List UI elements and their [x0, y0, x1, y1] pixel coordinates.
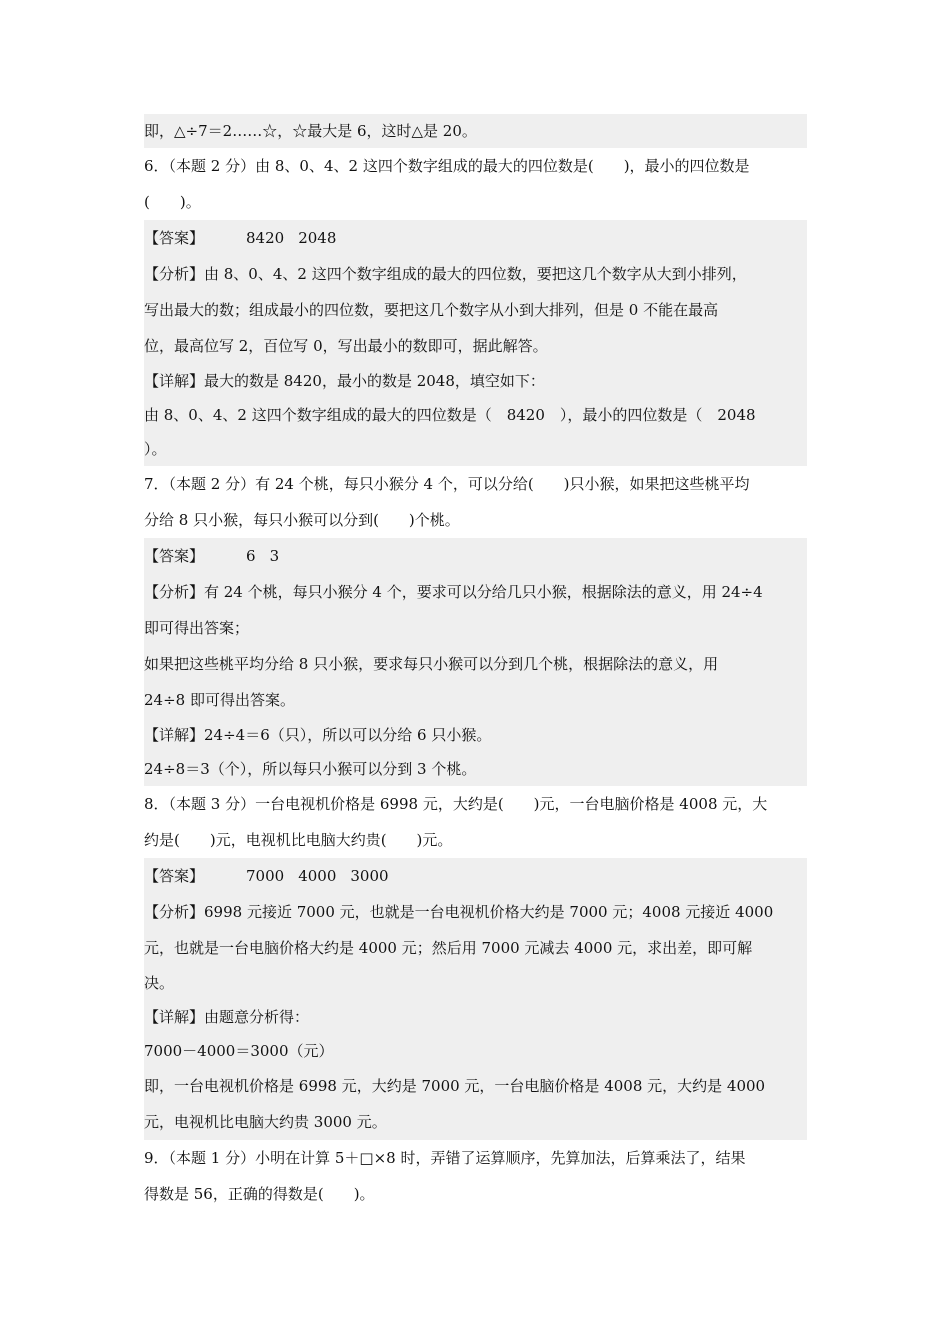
answer-value: 2048: [298, 229, 337, 247]
analysis-text: 位，最高位写 2，百位写 0，写出最小的数即可，据此解答。: [144, 337, 548, 355]
answer-value: 8420: [246, 229, 285, 247]
answer-value: 4000: [298, 867, 337, 885]
question-text: 8．（本题 3 分）一台电视机价格是 6998 元，大约是( )元，一台电脑价格是 4008 元，大: [144, 795, 768, 813]
answer-value: 7000: [246, 867, 285, 885]
answer-value: 3000: [350, 867, 389, 885]
analysis-text: 【分析】由 8、0、4、2 这四个数字组成的最大的四位数，要把这几个数字从大到小排列，: [144, 265, 747, 283]
question-8: [144, 786, 807, 1140]
answer-label: 【答案】: [144, 547, 205, 565]
question-text: 6．（本题 2 分）由 8、0、4、2 这四个数字组成的最大的四位数是( )，最小的四位数是: [144, 157, 750, 175]
solution-block: [144, 538, 807, 786]
answer-value: 3: [269, 547, 280, 565]
detail-text: 元，电视机比电脑大约贵 3000 元。: [144, 1113, 387, 1131]
detail-text: 即，一台电视机价格是 6998 元，大约是 7000 元，一台电脑价格是 4008 元，大约是 4000: [144, 1077, 766, 1095]
question-9: [144, 1140, 807, 1212]
question-text: 7．（本题 2 分）有 24 个桃，每只小猴分 4 个，可以分给( )只小猴，如果把这些桃平均: [144, 475, 750, 493]
answer-line: [144, 220, 807, 256]
detail-text: 【详解】最大的数是 8420，最小的数是 2048，填空如下：: [144, 372, 545, 390]
analysis-text: 如果把这些桃平均分给 8 只小猴，要求每只小猴可以分到几个桃，根据除法的意义，用: [144, 655, 719, 673]
answer-value: 6: [246, 547, 256, 565]
analysis-text: 【分析】6998 元接近 7000 元，也就是一台电视机价格大约是 7000 元；4008 元接近 4000: [144, 903, 774, 921]
answer-line: [144, 858, 807, 894]
detail-text: ）。: [144, 440, 167, 458]
question-text: 得数是 56，正确的得数是( )。: [144, 1185, 375, 1203]
detail-text: 7000－4000＝3000（元）: [144, 1042, 334, 1060]
question-text: 9．（本题 1 分）小明在计算 5＋□×8 时，弄错了运算顺序，先算加法，后算乘法了，结果: [144, 1149, 746, 1167]
detail-text: 【详解】由题意分析得：: [144, 1008, 310, 1026]
question-text: ( )。: [144, 193, 201, 211]
detail-text: 【详解】24÷4＝6（只），所以可以分给 6 只小猴。: [144, 726, 492, 744]
answer-label: 【答案】: [144, 229, 205, 247]
detail-text: 由 8、0、4、2 这四个数字组成的最大的四位数是（ 8420 ），最小的四位数是（ 2048: [144, 406, 756, 424]
question-7: [144, 466, 807, 786]
analysis-text: 元，也就是一台电脑价格大约是 4000 元；然后用 7000 元减去 4000 元，求出差，即可解: [144, 939, 753, 957]
detail-text: 24÷8＝3（个），所以每只小猴可以分到 3 个桃。: [144, 760, 477, 778]
solution-block: [144, 220, 807, 466]
analysis-text: 24÷8 即可得出答案。: [144, 691, 295, 709]
answer-label: 【答案】: [144, 867, 205, 885]
answer-line: [144, 538, 807, 574]
document-content: [144, 114, 807, 1212]
solution-block: [144, 858, 807, 1140]
analysis-text: 【分析】有 24 个桃，每只小猴分 4 个，要求可以分给几只小猴，根据除法的意义，用 24÷4: [144, 583, 763, 601]
question-text: 分给 8 只小猴，每只小猴可以分到( )个桃。: [144, 511, 460, 529]
question-text: 约是( )元，电视机比电脑大约贵( )元。: [144, 831, 453, 849]
analysis-text: 写出最大的数；组成最小的四位数，要把这几个数字从小到大排列，但是 0 不能在最高: [144, 301, 719, 319]
analysis-text: 即可得出答案；: [144, 619, 250, 637]
question-6: [144, 148, 807, 466]
previous-solution-tail: 即，△÷7＝2……☆，☆最大是 6，这时△是 20。: [144, 114, 807, 148]
analysis-text: 决。: [144, 974, 175, 992]
